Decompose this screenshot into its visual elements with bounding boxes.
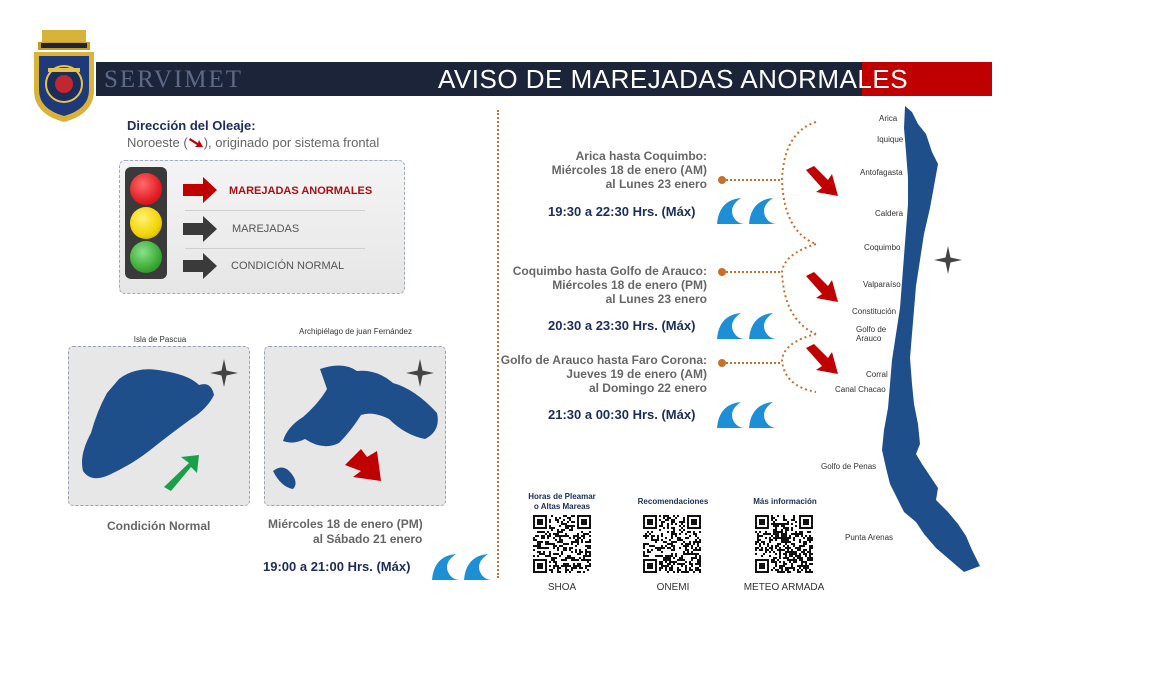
wave-icon bbox=[715, 398, 779, 430]
qr-source-meteo-armada: METEO ARMADA bbox=[743, 582, 825, 593]
arrow-right-dark-icon bbox=[183, 216, 217, 242]
wave-icon bbox=[430, 550, 494, 582]
legend-label-swells: MAREJADAS bbox=[232, 223, 300, 235]
map-label-arica: Arica bbox=[879, 114, 898, 123]
arrow-right-dark-icon bbox=[183, 253, 217, 279]
map-label-iquique: Iquique bbox=[877, 135, 904, 144]
qr-code-shoa[interactable] bbox=[533, 515, 591, 573]
pascua-status: Condición Normal bbox=[107, 519, 211, 533]
wave-direction-text: Noroeste ( ), originado por sistema frontal bbox=[127, 135, 380, 150]
qr-title-tides: Horas de Pleamar o Altas Mareas bbox=[528, 492, 596, 511]
island-name-juan-fernandez: Archipiélago de juan Fernández bbox=[299, 327, 412, 336]
zone-3-connector bbox=[726, 362, 780, 364]
legend-label-abnormal: MAREJADAS ANORMALES bbox=[229, 185, 373, 197]
map-label-valparaiso: Valparaíso bbox=[863, 280, 901, 289]
easter-island-map-icon bbox=[69, 347, 249, 505]
arrow-southeast-icon bbox=[804, 272, 840, 304]
juan-fernandez-period-start: Miércoles 18 de enero (PM) bbox=[268, 517, 423, 531]
zone-1-marker bbox=[718, 176, 726, 184]
wave-icon bbox=[715, 194, 779, 226]
juan-fernandez-map-icon bbox=[265, 347, 445, 505]
qr-title-recommendations: Recomendaciones bbox=[637, 497, 709, 506]
qr-title-more-info: Más información bbox=[753, 497, 817, 506]
wave-direction-title: Dirección del Oleaje: bbox=[127, 118, 256, 133]
arrow-southeast-icon bbox=[804, 166, 840, 198]
zone-1-time: 19:30 a 22:30 Hrs. (Máx) bbox=[548, 204, 696, 219]
zone-3-marker bbox=[718, 359, 726, 367]
map-label-punta-arenas: Punta Arenas bbox=[845, 533, 894, 542]
qr-code-meteo-armada[interactable] bbox=[755, 515, 813, 573]
zone-3-time: 21:30 a 00:30 Hrs. (Máx) bbox=[548, 407, 696, 422]
island-map-juan-fernandez bbox=[264, 346, 446, 506]
map-label-caldera: Caldera bbox=[875, 209, 904, 218]
zone-3-text: Golfo de Arauco hasta Faro Corona: Jueves 19 de enero (AM) al Domingo 22 enero bbox=[500, 353, 707, 395]
juan-fernandez-period-end: al Sábado 21 enero bbox=[313, 532, 423, 546]
green-light-icon bbox=[130, 241, 162, 273]
qr-source-onemi: ONEMI bbox=[656, 582, 690, 593]
map-label-coquimbo: Coquimbo bbox=[864, 243, 901, 252]
qr-code-onemi[interactable] bbox=[643, 515, 701, 573]
arrow-right-red-icon bbox=[183, 177, 217, 203]
map-label-golfo-penas: Golfo de Penas bbox=[821, 462, 877, 471]
zone-2-marker bbox=[718, 268, 726, 276]
red-light-icon bbox=[130, 173, 162, 205]
map-label-corral: Corral bbox=[866, 370, 888, 379]
qr-source-shoa: SHOA bbox=[547, 582, 577, 593]
wave-icon bbox=[715, 309, 779, 341]
legend-label-normal: CONDICIÓN NORMAL bbox=[231, 260, 345, 272]
map-label-golfo-arauco: Golfo de Arauco bbox=[856, 325, 887, 343]
page-title: AVISO DE MAREJADAS ANORMALES bbox=[438, 64, 909, 94]
arrow-southeast-icon bbox=[188, 136, 204, 148]
map-label-constitucion: Constitución bbox=[852, 307, 897, 316]
island-map-pascua bbox=[68, 346, 250, 506]
traffic-light-icon bbox=[125, 167, 167, 279]
zone-1-connector bbox=[726, 179, 780, 181]
map-label-antofagasta: Antofagasta bbox=[860, 168, 903, 177]
map-label-canal-chacao: Canal Chacao bbox=[835, 385, 886, 394]
brand-name: SERVIMET bbox=[104, 66, 243, 93]
legend-divider bbox=[185, 248, 365, 249]
zone-2-time: 20:30 a 23:30 Hrs. (Máx) bbox=[548, 318, 696, 333]
legend-divider bbox=[185, 210, 365, 211]
island-name-pascua: Isla de Pascua bbox=[133, 335, 187, 344]
zone-2-connector bbox=[726, 271, 780, 273]
zone-1-text: Arica hasta Coquimbo: Miércoles 18 de enero (AM) al Lunes 23 enero bbox=[551, 149, 707, 191]
navy-crest-icon bbox=[28, 28, 100, 124]
zone-2-text: Coquimbo hasta Golfo de Arauco: Miércoles 18 de enero (PM) al Lunes 23 enero bbox=[512, 264, 707, 306]
arrow-southeast-icon bbox=[804, 344, 840, 376]
yellow-light-icon bbox=[130, 207, 162, 239]
juan-fernandez-time: 19:00 a 21:00 Hrs. (Máx) bbox=[263, 559, 411, 574]
